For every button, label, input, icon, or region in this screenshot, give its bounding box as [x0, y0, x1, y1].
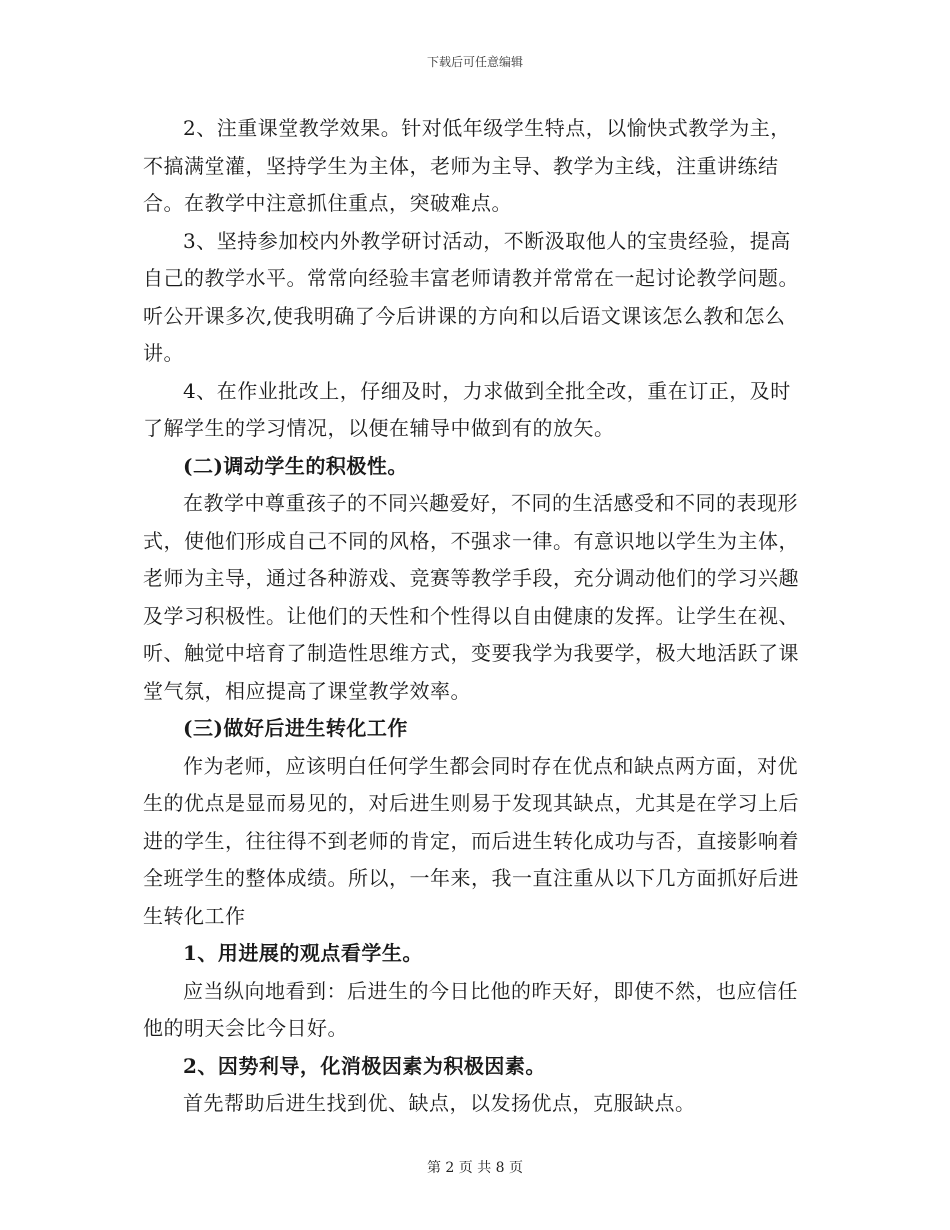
paragraph-teaching-effect: 2、注重课堂教学效果。针对低年级学生特点，以愉快式教学为主，不搞满堂灌，坚持学生为主体，老师为主导、教学为主线，注重讲练结合。在教学中注意抓住重点，突破难点。 [143, 116, 791, 215]
paragraph-development-view: 应当纵向地看到：后进生的今日比他的昨天好，即使不然，也应信任他的明天会比今日好。 [143, 978, 798, 1040]
section-heading-underachievers: (三)做好后进生转化工作 [183, 716, 408, 740]
page-header: 下载后可任意编辑 [426, 55, 523, 69]
paragraph-homework-correction: 4、在作业批改上，仔细及时，力求做到全批全改，重在订正，及时了解学生的学习情况，以便在辅导中做到有的放矢。 [143, 378, 791, 440]
paragraph-guidance: 首先帮助后进生找到优、缺点，以发扬优点，克服缺点。 [183, 1091, 696, 1115]
paragraph-motivation: 在教学中尊重孩子的不同兴趣爱好，不同的生活感受和不同的表现形式，使他们形成自己不同的风格，不强求一律。有意识地以学生为主体，老师为主导，通过各种游戏、竞赛等教学手段，充分调动他们的学习兴趣及学习积极性。让他们的天性和个性得以自由健康的发挥。让学生在视、听、触觉中培育了制造性思维方式，变要我学为我要学，极大地活跃了课堂气氛，相应提高了课堂教学效率。 [143, 491, 799, 703]
paragraph-underachievers: 作为老师，应该明白任何学生都会同时存在优点和缺点两方面，对优生的优点是显而易见的，对后进生则易于发现其缺点，尤其是在学习上后进的学生，往往得不到老师的肯定，而后进生转化成功与否，直接影响着全班学生的整体成绩。所以，一年来，我一直注重从以下几方面抓好后进生转化工作 [143, 753, 799, 928]
subheading-guidance: 2、因势利导，化消极因素为积极因素。 [183, 1053, 546, 1078]
document-body [143, 110, 808, 1123]
page-number-footer: 第 2 页 共 8 页 [426, 1160, 524, 1176]
paragraph-research-activities: 3、坚持参加校内外教学研讨活动，不断汲取他人的宝贵经验，提高自己的教学水平。常常向经验丰富老师请教并常常在一起讨论教学问题。听公开课多次,使我明确了今后讲课的方向和以后语文课该怎么教和怎么讲。 [143, 228, 799, 365]
subheading-development-view: 1、用进展的观点看学生。 [183, 941, 423, 965]
section-heading-motivation: (二)调动学生的积极性。 [183, 453, 408, 478]
